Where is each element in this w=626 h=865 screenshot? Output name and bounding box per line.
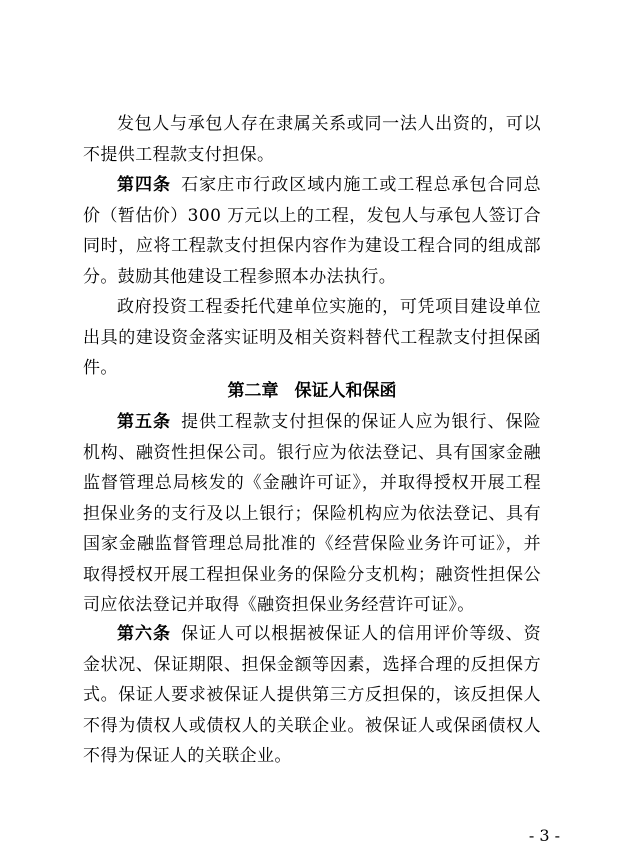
- article-4-paragraph: [83, 170, 541, 292]
- chapter-number: 第二章: [227, 381, 279, 401]
- article-5-number: 第五条: [117, 412, 172, 432]
- page-number: - 3 -: [528, 826, 560, 845]
- article-5-paragraph: [83, 407, 541, 621]
- chapter-heading: [83, 376, 541, 407]
- paragraph-text: 政府投资工程委托代建单位实施的，可凭项目建设单位出具的建设资金落实证明及相关资料替代工程款支付担保函件。: [83, 297, 541, 378]
- article-6-text: 保证人可以根据被保证人的信用评价等级、资金状况、保证期限、担保金额等因素，选择合理的反担保方式。保证人要求被保证人提供第三方反担保的，该反担保人不得为债权人或债权人的关联企业。被保证人或保函债权人不得为保证人的关联企业。: [83, 624, 542, 766]
- article-4-number: 第四条: [117, 175, 172, 195]
- article-4-text: 石家庄市行政区域内施工或工程总承包合同总价（暂估价）300 万元以上的工程，发包人与承包人签订合同时，应将工程款支付担保内容作为建设工程合同的组成部分。鼓励其他建设工程参照本办法执行。: [83, 175, 542, 287]
- article-6-number: 第六条: [117, 624, 172, 644]
- article-6-paragraph: [83, 619, 541, 772]
- chapter-title: 保证人和保函: [294, 381, 397, 401]
- paragraph-text: 发包人与承包人存在隶属关系或同一法人出资的，可以不提供工程款支付担保。: [83, 114, 541, 165]
- paragraph-government-investment: [83, 292, 541, 384]
- paragraph-guarantee-exemption: [83, 109, 541, 170]
- article-5-text: 提供工程款支付担保的保证人应为银行、保险机构、融资性担保公司。银行应为依法登记、具有国家金融监督管理总局核发的《金融许可证》，并取得授权开展工程担保业务的支行及以上银行；保险机构应为依法登记、具有国家金融监督管理总局批准的《经营保险业务许可证》，并取得授权开展工程担保业务的保险分支机构；融资性担保公司应依法登记并取得《融资担保业务经营许可证》。: [83, 412, 542, 615]
